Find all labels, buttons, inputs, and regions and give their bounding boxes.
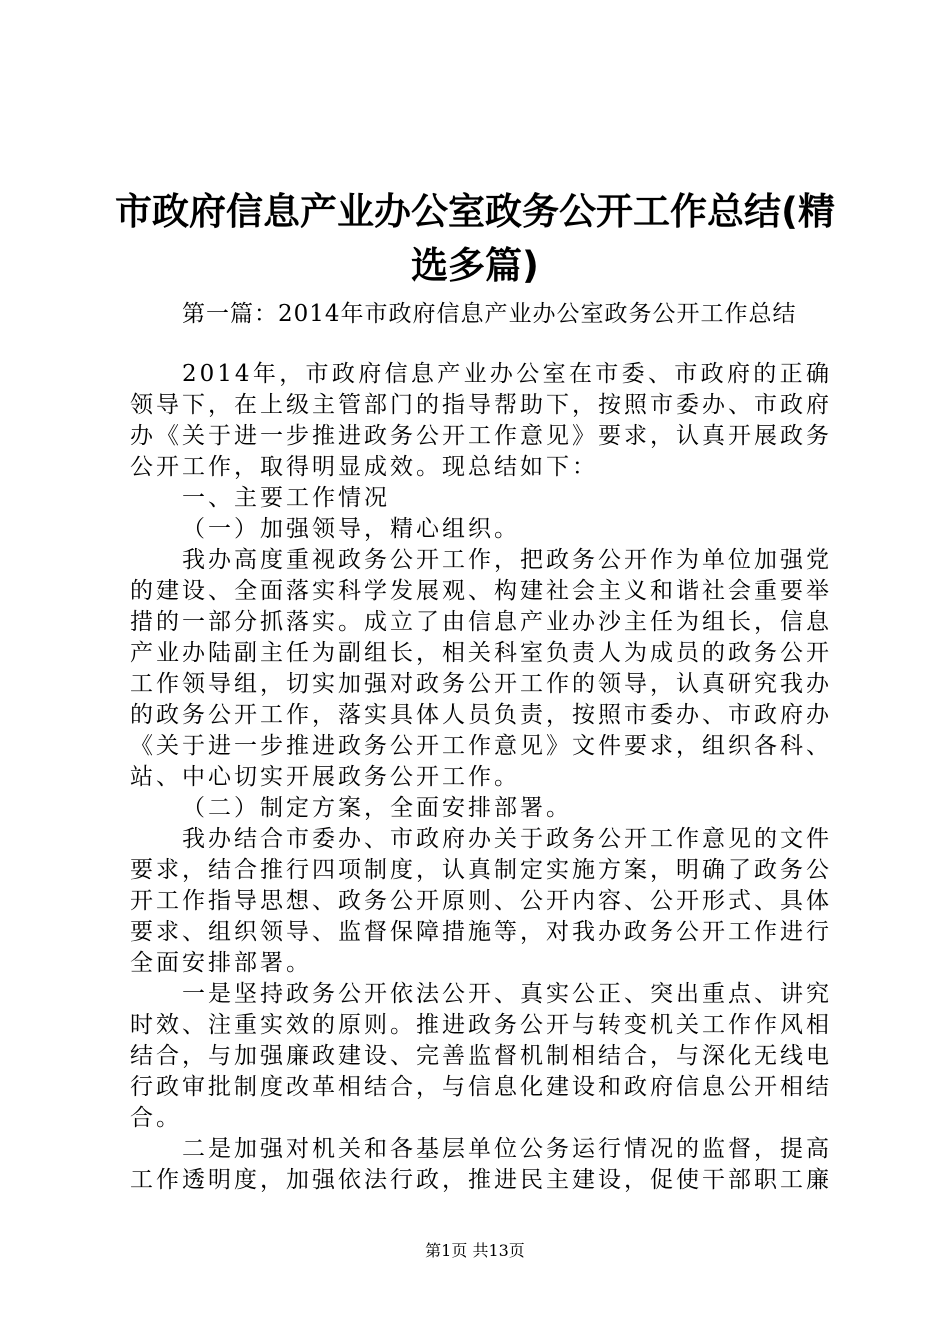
- document-title: 市政府信息产业办公室政务公开工作总结(精选多篇): [115, 190, 835, 287]
- document-body: [130, 359, 832, 1196]
- paragraph: 一是坚持政务公开依法公开、真实公正、突出重点、讲究时效、注重实效的原则。推进政务公开与转变机关工作作风相结合，与加强廉政建设、完善监督机制相结合，与深化无线电行政审批制度改革相结合，与信息化建设和政府信息公开相结合。: [130, 981, 832, 1131]
- subsection-heading: （一）加强领导，精心组织。: [182, 516, 520, 542]
- paragraph: 二是加强对机关和各基层单位公务运行情况的监督，提高工作透明度，加强依法行政，推进民主建设，促使干部职工廉: [130, 1136, 832, 1193]
- paragraph: 我办结合市委办、市政府办关于政务公开工作意见的文件要求，结合推行四项制度，认真制定实施方案，明确了政务公开工作指导思想、政务公开原则、公开内容、公开形式、具体要求、组织领导、监督保障措施等，对我办政务公开工作进行全面安排部署。: [130, 826, 832, 976]
- section-heading: 一、主要工作情况: [182, 485, 390, 511]
- paragraph: 我办高度重视政务公开工作，把政务公开作为单位加强党的建设、全面落实科学发展观、构建社会主义和谐社会重要举措的一部分抓落实。成立了由信息产业办沙主任为组长，信息产业办陆副主任为副组长，相关科室负责人为成员的政务公开工作领导组，切实加强对政务公开工作的领导，认真研究我办的政务公开工作，落实具体人员负责，按照市委办、市政府办《关于进一步推进政务公开工作意见》文件要求，组织各科、站、中心切实开展政务公开工作。: [130, 547, 832, 790]
- page-number-footer: 第1页 共13页: [425, 1241, 525, 1260]
- subsection-heading: （二）制定方案，全面安排部署。: [182, 795, 572, 821]
- document-subtitle: 第一篇：2014年市政府信息产业办公室政务公开工作总结: [182, 301, 797, 327]
- paragraph: 2014年，市政府信息产业办公室在市委、市政府的正确领导下，在上级主管部门的指导帮助下，按照市委办、市政府办《关于进一步推进政务公开工作意见》要求，认真开展政务公开工作，取得明显成效。现总结如下：: [130, 361, 832, 480]
